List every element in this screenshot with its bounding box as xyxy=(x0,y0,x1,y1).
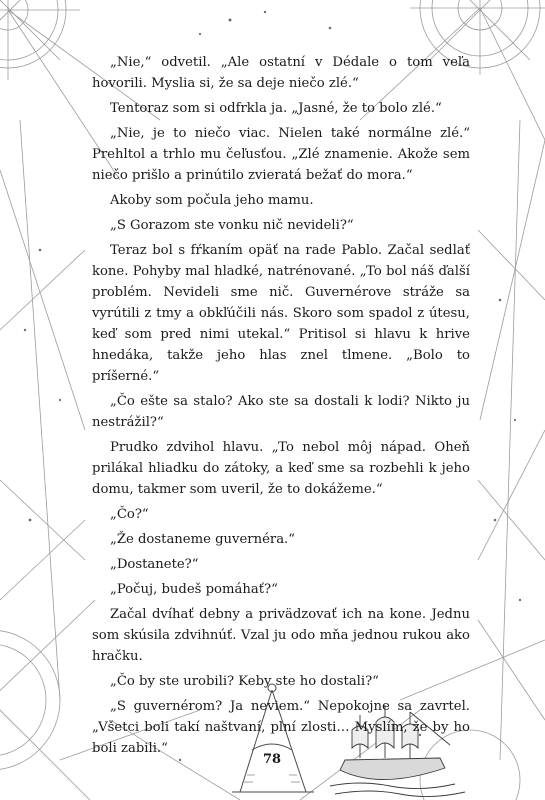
chart-line xyxy=(20,120,60,700)
paragraph: „S guvernérom? Ja neviem.“ Nepokojne sa zavrtel. „Všetci boli takí naštvaní, plní zlosti… Myslím, že by ho boli zabili.“ xyxy=(92,699,470,756)
paragraph: „Nie, je to niečo viac. Nielen také normálne zlé.“ Prehltol a trhlo mu čeľusťou. „Zlé znamenie. Akože sem niečo prišlo a prinútilo zvieratá bežať do mora.“ xyxy=(92,126,470,183)
paragraph: „Nie,“ odvetil. „Ale ostatní v Dédale o tom veľa hovorili. Myslia si, že sa deje niečo zlé.“ xyxy=(92,55,470,91)
paragraph: Akoby som počula jeho mamu. xyxy=(110,193,314,208)
paragraph: Prudko zdvihol hlavu. „To nebol môj nápad. Oheň prilákal hliadku do zátoky, a keď sme sa rozbehli k jeho domu, takmer som uveril, že to dokážeme.“ xyxy=(92,440,470,497)
body-text xyxy=(92,52,470,763)
chart-line xyxy=(500,120,520,760)
paragraph: Tentoraz som si odfrkla ja. „Jasné, že to bolo zlé.“ xyxy=(110,101,442,116)
paragraph: „Že dostaneme guvernéra.“ xyxy=(110,532,295,547)
chart-line xyxy=(478,230,545,300)
paragraph: Teraz bol s fŕkaním opäť na rade Pablo. Začal sedlať kone. Pohyby mal hladké, natrénované. „To bol náš ďalší problém. Nevideli sme nič. Guvernérove stráže sa vyrútili z tmy a obkľúčili nás. Skoro som spadol z útesu, keď som pred nimi utekal.“ Pritisol si hlavu k hrive hnedáka, takže jeho hlas znel tlmene. „Bolo to príšerné.“ xyxy=(92,243,470,384)
paragraph: Začal dvíhať debny a privädzovať ich na kone. Jednu som skúsila zdvihnúť. Vzal ju odo mňa jednou rukou ako hračku. xyxy=(92,607,470,664)
paragraph: „Dostanete?“ xyxy=(110,557,199,572)
chart-line xyxy=(0,480,85,560)
chart-line xyxy=(0,520,85,600)
dividers-hatching xyxy=(244,775,300,782)
paragraph: „Čo ešte sa stalo? Ako ste sa dostali k lodi? Nikto ju nestrážil?“ xyxy=(92,394,470,430)
chart-line xyxy=(0,250,85,330)
paragraph: „Čo by ste urobili? Keby ste ho dostali?“ xyxy=(110,674,379,689)
chart-line xyxy=(478,430,545,560)
chart-line xyxy=(478,620,545,720)
chart-line xyxy=(478,480,545,560)
paragraph: „Čo?“ xyxy=(110,507,149,522)
chart-line xyxy=(0,170,85,430)
page-number: 78 xyxy=(262,752,282,767)
compass-rose-bottom-left-icon xyxy=(0,600,95,800)
paragraph: „Počuj, budeš pomáhať?“ xyxy=(110,582,278,597)
chart-line xyxy=(480,140,545,420)
paragraph: „S Gorazom ste vonku nič nevideli?“ xyxy=(110,218,354,233)
